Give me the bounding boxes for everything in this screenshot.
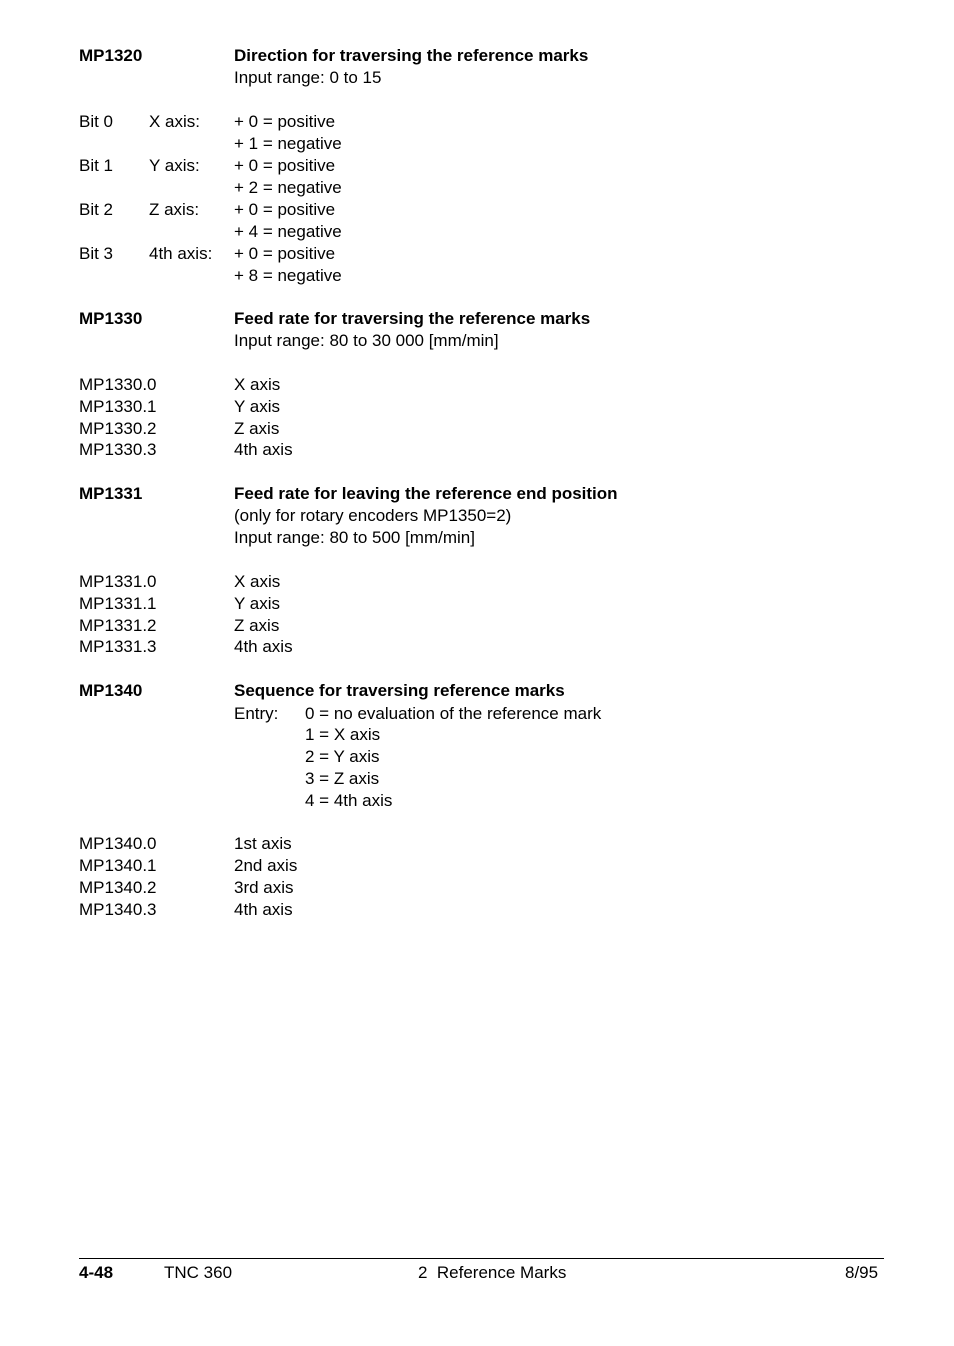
- bit-value: + 2 = negative: [234, 178, 342, 197]
- subparam-id: MP1340.1: [79, 856, 157, 875]
- bit-value: + 4 = negative: [234, 222, 342, 241]
- entry-option: 2 = Y axis: [305, 747, 380, 766]
- input-range: Input range: 80 to 500 [mm/min]: [234, 528, 475, 547]
- bit-axis: 4th axis:: [149, 244, 213, 263]
- subparam-value: X axis: [234, 375, 281, 394]
- entry-option: 1 = X axis: [305, 725, 381, 744]
- bit-value: + 0 = positive: [234, 244, 336, 263]
- entry-option: 0 = no evaluation of the reference mark: [305, 704, 602, 723]
- bit-value: + 1 = negative: [234, 134, 342, 153]
- footer-divider: [79, 1258, 884, 1259]
- subparam-value: 4th axis: [234, 440, 293, 459]
- param-id: MP1331: [79, 484, 143, 503]
- subparam-value: 4th axis: [234, 637, 293, 656]
- bit-axis: Z axis:: [149, 200, 200, 219]
- param-title: Feed rate for leaving the reference end position: [234, 484, 618, 503]
- param-title: Direction for traversing the reference marks: [234, 46, 589, 65]
- subparam-id: MP1330.2: [79, 419, 157, 438]
- subparam-value: Y axis: [234, 397, 280, 416]
- bit-value: + 8 = negative: [234, 266, 342, 285]
- subparam-id: MP1331.2: [79, 616, 157, 635]
- subparam-id: MP1330.1: [79, 397, 157, 416]
- subparam-value: 4th axis: [234, 900, 293, 919]
- subparam-id: MP1331.3: [79, 637, 157, 656]
- bit-value: + 0 = positive: [234, 200, 336, 219]
- param-note: (only for rotary encoders MP1350=2): [234, 506, 512, 525]
- param-title: Sequence for traversing reference marks: [234, 681, 565, 700]
- bit-label: Bit 3: [79, 244, 114, 263]
- subparam-id: MP1331.1: [79, 594, 157, 613]
- subparam-value: X axis: [234, 572, 281, 591]
- input-range: Input range: 80 to 30 000 [mm/min]: [234, 331, 499, 350]
- subparam-value: 3rd axis: [234, 878, 294, 897]
- entry-option: 4 = 4th axis: [305, 791, 393, 810]
- entry-option: 3 = Z axis: [305, 769, 380, 788]
- param-title: Feed rate for traversing the reference marks: [234, 309, 591, 328]
- entry-label: Entry:: [234, 704, 279, 723]
- subparam-id: MP1340.3: [79, 900, 157, 919]
- subparam-value: Z axis: [234, 419, 280, 438]
- bit-label: Bit 2: [79, 200, 114, 219]
- subparam-id: MP1340.0: [79, 834, 157, 853]
- bit-value: + 0 = positive: [234, 112, 336, 131]
- subparam-value: Z axis: [234, 616, 280, 635]
- subparam-id: MP1330.3: [79, 440, 157, 459]
- page-number: 4-48: [79, 1263, 114, 1282]
- param-id: MP1320: [79, 46, 143, 65]
- input-range: Input range: 0 to 15: [234, 68, 382, 87]
- product-name: TNC 360: [164, 1263, 233, 1282]
- subparam-value: 1st axis: [234, 834, 292, 853]
- revision-date: 8/95: [845, 1263, 879, 1282]
- bit-axis: X axis:: [149, 112, 201, 131]
- bit-axis: Y axis:: [149, 156, 200, 175]
- subparam-id: MP1331.0: [79, 572, 157, 591]
- bit-label: Bit 0: [79, 112, 114, 131]
- subparam-id: MP1340.2: [79, 878, 157, 897]
- bit-label: Bit 1: [79, 156, 114, 175]
- param-id: MP1340: [79, 681, 143, 700]
- subparam-value: Y axis: [234, 594, 280, 613]
- chapter-title: 2 Reference Marks: [418, 1263, 567, 1282]
- param-id: MP1330: [79, 309, 143, 328]
- subparam-value: 2nd axis: [234, 856, 298, 875]
- bit-value: + 0 = positive: [234, 156, 336, 175]
- subparam-id: MP1330.0: [79, 375, 157, 394]
